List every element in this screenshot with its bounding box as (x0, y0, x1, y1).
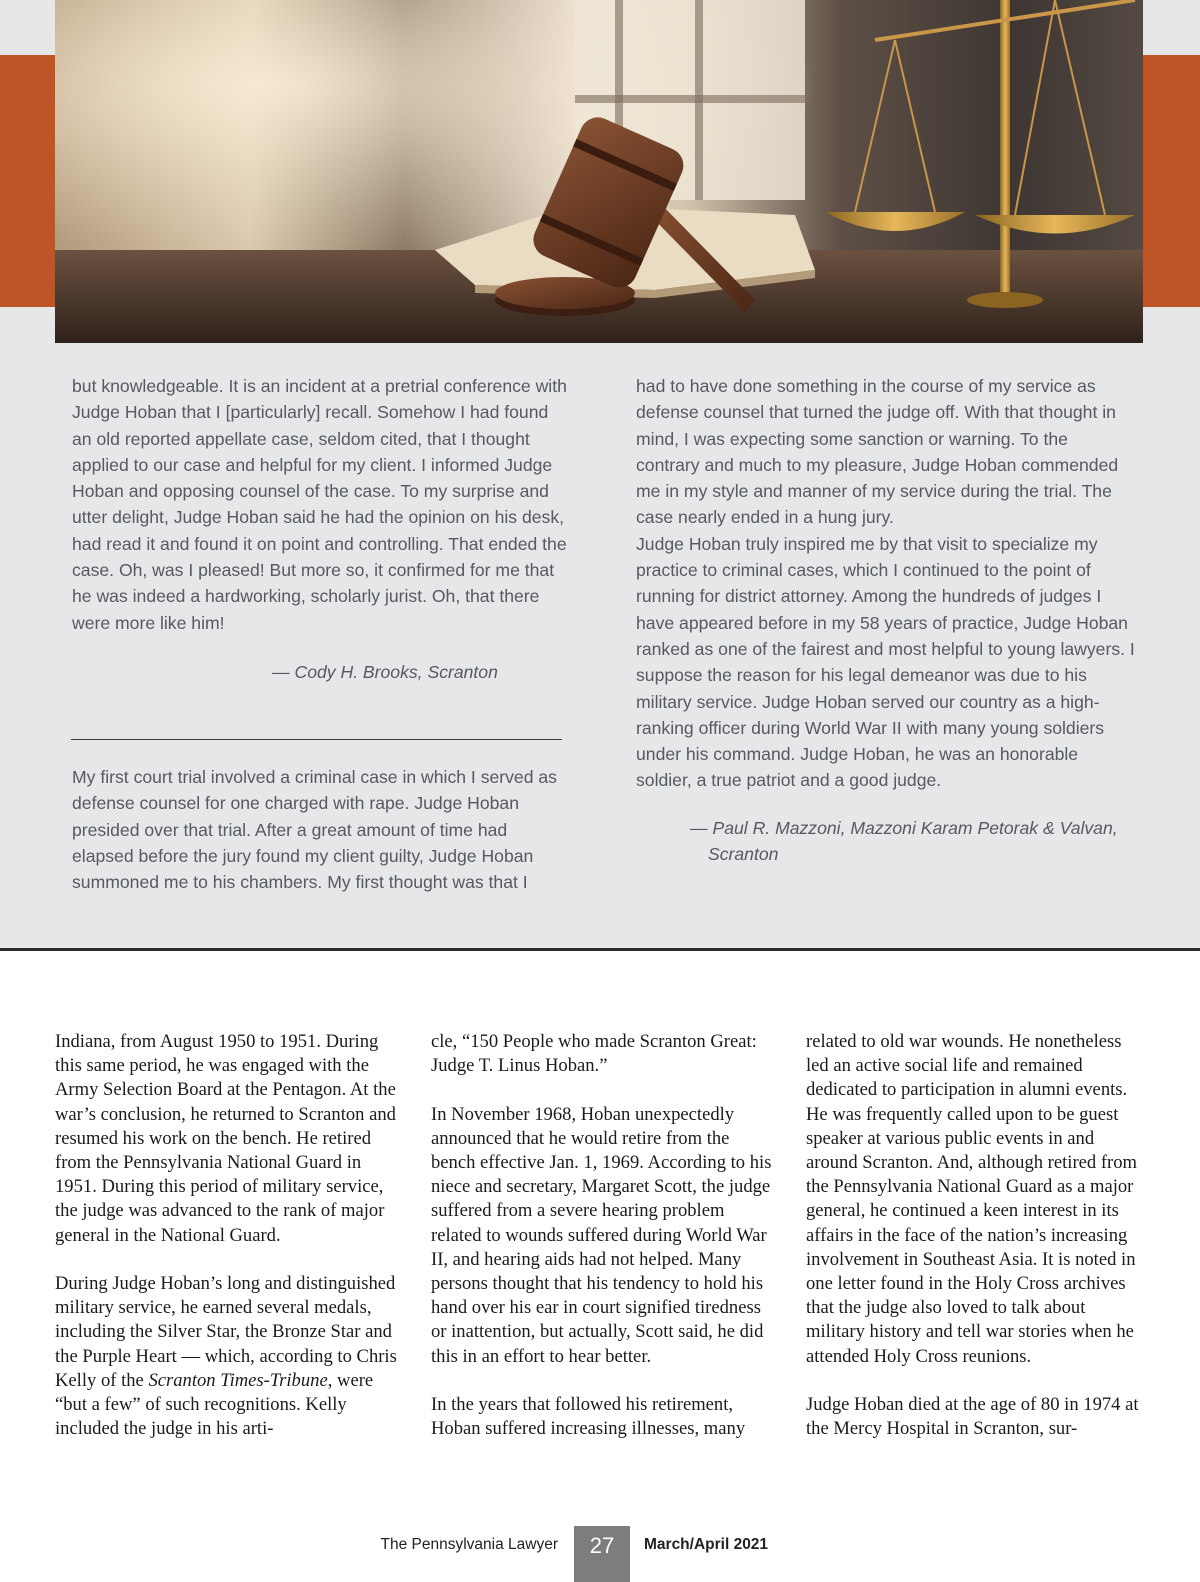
sidebar-letter-mazzoni-start (72, 764, 572, 895)
paragraph: In the years that followed his retirement, Hoban suffered increasing illnesses, many (431, 1394, 746, 1440)
article-column-2 (431, 1030, 773, 1466)
attribution-text: Scranton (708, 844, 779, 865)
paragraph-text: , were “but a few” of such recognitions. Kelly included the judge in his arti- (55, 1369, 374, 1440)
article-column-3 (806, 1030, 1148, 1466)
paragraph: Judge Hoban died at the age of 80 in 1974 at the Mercy Hospital in Scranton, sur- (806, 1394, 1139, 1440)
publication-name: The Pennsylvania Lawyer (380, 1536, 558, 1553)
letter-text: Judge Hoban truly inspired me by that visit to specialize my practice to criminal cases, which I continued to the point of running for district attorney. Among the hundreds of judges I have appeared before in my 58 years of practice, Judge Hoban ranked as one of the fairest and most helpful to young lawyers. I suppose the reason for his legal demeanor was due to his military service. Judge Hoban served our country as a high-ranking officer during World War II with many young soldiers under his command. Judge Hoban, he was an honorable soldier, a true patriot and a good judge. (636, 533, 1135, 791)
letter-text: My first court trial involved a criminal case in which I served as defense counsel for one charged with rape. Judge Hoban presided over that trial. After a great amount of time had elapsed before the jury found my client guilty, Judge Hoban summoned me to his chambers. My first thought was that I (72, 767, 557, 893)
sidebar-letter-mazzoni-cont (636, 373, 1136, 794)
paragraph: Indiana, from August 1950 to 1951. During this same period, he was engaged with the Army Selection Board at the Pentagon. At the war’s conclusion, he returned to Scranton and resumed his work on the bench. He retired from the Pennsylvania National Guard in 1951. During this period of military service, the judge was advanced to the rank of major general in the National Guard. (55, 1031, 396, 1246)
attribution-text: — Paul R. Mazzoni, Mazzoni Karam Petorak & Valvan, (690, 818, 1118, 838)
gavel-and-scales-photo (55, 0, 1143, 343)
issue-date: March/April 2021 (644, 1536, 769, 1553)
page-number: 27 (574, 1526, 630, 1582)
section-rule (0, 948, 1200, 951)
letter-text: had to have done something in the course of my service as defense counsel that turned the judge off. With that thought in mind, I was expecting some sanction or warning. To the contrary and much to my pleasure, Judge Hoban commended me in my style and manner of my service during the trial. The case nearly ended in a hung jury. (636, 376, 1119, 528)
paragraph: In November 1968, Hoban unexpectedly announced that he would retire from the bench effective Jan. 1, 1969. According to his niece and secretary, Margaret Scott, the judge suffered from a severe hearing problem related to wounds suffered during World War II, and hearing aids had not helped. Many persons thought that his tendency to hold his hand over his ear in court signified tiredness or inattention, but actually, Scott said, he did this in an effort to hear better. (431, 1103, 772, 1367)
letter-text: but knowledgeable. It is an incident at a pretrial conference with Judge Hoban that I [particularly] recall. Somehow I had found an old reported appellate case, seldom cited, that I thought applied to our case and helpful for my client. I informed Judge Hoban and opposing counsel of the case. To my surprise and utter delight, Judge Hoban said he had the opinion on his desk, had read it and found it on point and controlling. That ended the case. Oh, was I pleased! But more so, it confirmed for me that he was indeed a hardworking, scholarly jurist. Oh, that there were more like him! (72, 376, 567, 633)
newspaper-title: Scranton Times-Tribune (148, 1369, 328, 1391)
paragraph (55, 1272, 397, 1441)
attribution-mazzoni (690, 815, 1140, 868)
paragraph-text: During Judge Hoban’s long and distinguished military service, he earned several medals, including the Silver Star, the Bronze Star and the Purple Heart — which, according to Chris Kelly of the (55, 1273, 397, 1391)
attribution-brooks (272, 659, 572, 685)
attribution-text: — Cody H. Brooks, Scranton (272, 662, 498, 682)
photo-illustration (55, 0, 1143, 343)
sidebar-letter-brooks (72, 373, 572, 636)
article-column-1 (55, 1030, 397, 1466)
paragraph: related to old war wounds. He nonetheless led an active social life and remained dedicated to participation in alumni events. He was frequently called upon to be guest speaker at various public events in and around Scranton. And, although retired from the Pennsylvania National Guard as a major general, he continued a keen interest in its affairs in the face of the nation’s increasing involvement in Southeast Asia. It is noted in one letter found in the Holy Cross archives that the judge also loved to talk about military history and tell war stories when he attended Holy Cross reunions. (806, 1031, 1137, 1367)
paragraph: cle, “150 People who made Scranton Great: Judge T. Linus Hoban.” (431, 1031, 757, 1077)
letter-divider (71, 739, 562, 740)
